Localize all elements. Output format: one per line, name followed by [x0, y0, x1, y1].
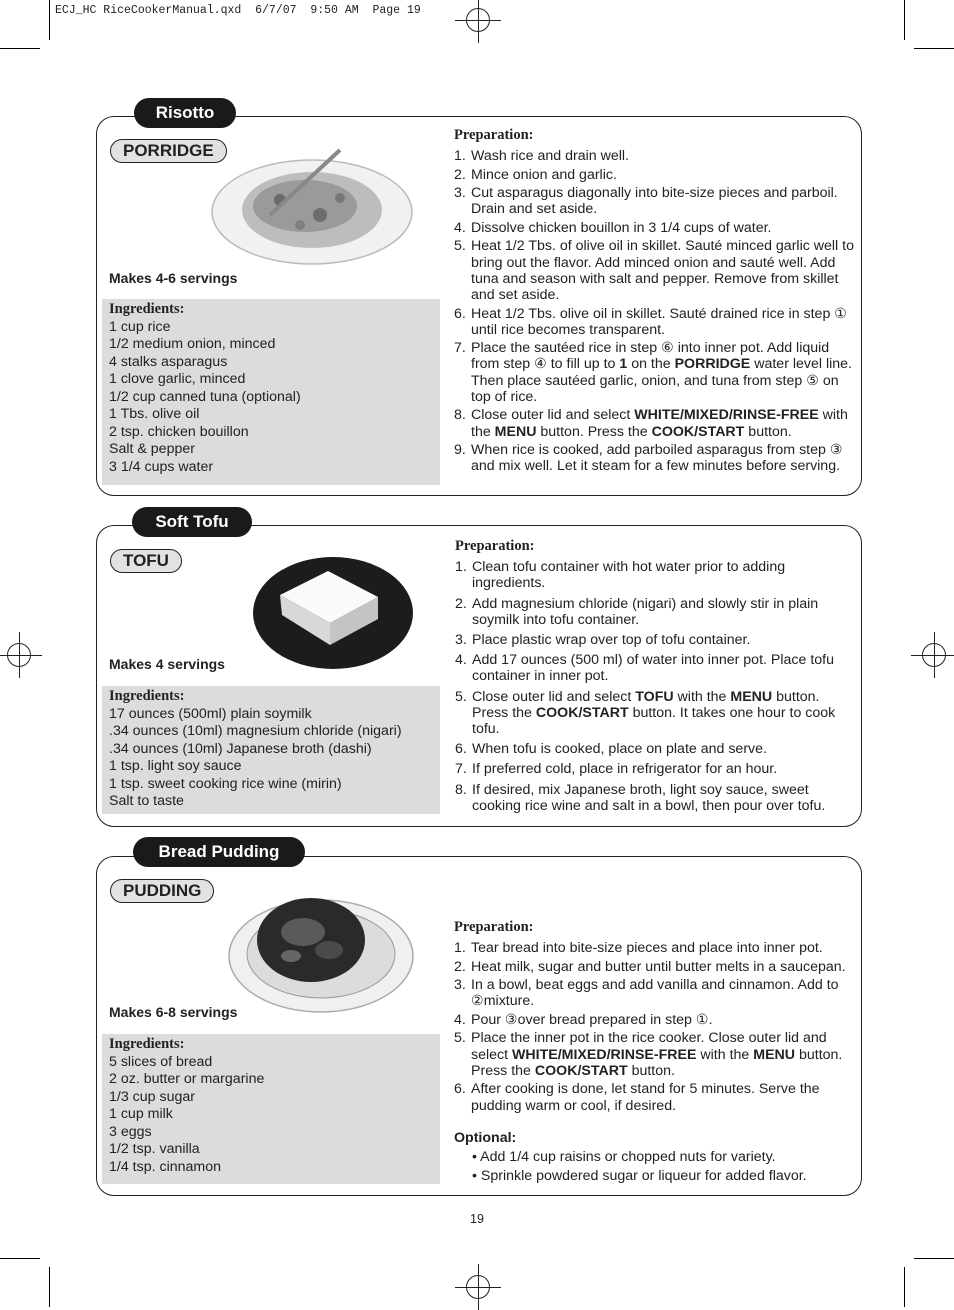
preparation-heading: Preparation: — [455, 538, 535, 554]
page-number: 19 — [470, 1212, 484, 1226]
crop-mark — [0, 1258, 40, 1259]
ingredient-item: 4 stalks asparagus — [109, 353, 228, 370]
step-item: 3. In a bowl, beat eggs and add vanilla and cinnamon. Add to ②mixture. — [454, 977, 839, 1010]
bread-pudding-photo — [225, 890, 417, 1016]
servings-label: Makes 4-6 servings — [109, 270, 238, 286]
menu-setting-badge: PORRIDGE — [110, 139, 227, 163]
crop-mark — [904, 1267, 905, 1307]
step-item: 1. Clean tofu container with hot water prior to adding ingredients. — [455, 559, 786, 592]
ingredients-heading: Ingredients: — [109, 1036, 185, 1052]
ingredient-item: 2 tsp. chicken bouillon — [109, 423, 249, 440]
step-item: 9. When rice is cooked, add parboiled asparagus from step ③ and mix well. Let it steam for a few minutes before serving. — [454, 442, 843, 475]
optional-item: • Sprinkle powdered sugar or liqueur for added flavor. — [472, 1168, 807, 1185]
ingredient-item: 3 1/4 cups water — [109, 458, 214, 475]
ingredient-item: 17 ounces (500ml) plain soymilk — [109, 705, 312, 722]
ingredient-item: Salt & pepper — [109, 441, 195, 457]
ingredient-item: 1 Tbs. olive oil — [109, 406, 200, 422]
preparation-section — [455, 538, 859, 818]
ingredients-box — [102, 299, 440, 485]
step-item: 6. Heat 1/2 Tbs. olive oil in skillet. Sauté drained rice in step ① until rice becomes transparent. — [454, 305, 848, 338]
step-item: 4. Pour ③over bread prepared in step ①. — [454, 1011, 713, 1028]
recipe-title: Soft Tofu — [132, 507, 252, 537]
ingredient-item: 3 eggs — [109, 1123, 152, 1140]
risotto-photo — [210, 140, 415, 270]
ingredient-item: 1 tsp. sweet cooking rice wine (mirin) — [109, 775, 342, 792]
step-item: 6. When tofu is cooked, place on plate and serve. — [455, 741, 767, 758]
crop-mark — [49, 0, 50, 40]
step-item: 8. Close outer lid and select WHITE/MIXED/RINSE-FREE with the MENU button. Press the COOK/START button. — [454, 407, 848, 440]
ingredient-item: 1 cup milk — [109, 1106, 173, 1122]
ingredient-item: 1 clove garlic, minced — [109, 371, 246, 387]
ingredient-item: 1/2 tsp. vanilla — [109, 1141, 200, 1157]
tofu-photo — [250, 553, 416, 671]
menu-setting-badge: PUDDING — [110, 879, 214, 903]
registration-mark-right — [922, 643, 946, 667]
step-item: 4. Add 17 ounces (500 ml) of water into inner pot. Place tofu container in inner pot. — [455, 652, 834, 685]
ingredients-box — [102, 1034, 440, 1184]
ingredient-item: .34 ounces (10ml) Japanese broth (dashi) — [109, 740, 372, 757]
ingredient-item: 1 cup rice — [109, 318, 171, 335]
step-item: 1. Wash rice and drain well. — [454, 148, 629, 165]
ingredient-item: 1 tsp. light soy sauce — [109, 758, 242, 774]
steps-list — [454, 148, 858, 474]
ingredients-box — [102, 686, 440, 814]
optional-item: • Add 1/4 cup raisins or chopped nuts for variety. — [472, 1148, 776, 1165]
step-item: 5. Heat 1/2 Tbs. of olive oil in skillet. Sauté minced garlic well to bring out the flavor. Add minced onion and sauté well. Add tuna and season with salt and pepper. Remove from skillet and set aside. — [454, 238, 854, 304]
ingredients-heading: Ingredients: — [109, 688, 185, 704]
steps-list — [455, 559, 859, 814]
preparation-section — [454, 919, 858, 1184]
step-item: 2. Heat milk, sugar and butter until butter melts in a saucepan. — [454, 958, 846, 975]
step-item: 8. If desired, mix Japanese broth, light soy sauce, sweet cooking rice wine and salt in a bowl, then pour over tofu. — [455, 781, 826, 814]
registration-mark-left — [7, 643, 31, 667]
step-item: 2. Add magnesium chloride (nigari) and slowly stir in plain soymilk into tofu container. — [455, 595, 819, 628]
preparation-heading: Preparation: — [454, 127, 534, 143]
menu-setting-badge: TOFU — [110, 549, 182, 573]
recipe-title: Bread Pudding — [133, 837, 305, 867]
ingredients-heading: Ingredients: — [109, 301, 185, 317]
registration-mark-bottom — [466, 1275, 490, 1299]
ingredient-item: Salt to taste — [109, 793, 184, 809]
ingredient-item: 2 oz. butter or margarine — [109, 1071, 265, 1087]
preparation-heading: Preparation: — [454, 919, 534, 935]
servings-label: Makes 4 servings — [109, 656, 225, 672]
ingredient-item: 1/4 tsp. cinnamon — [109, 1158, 221, 1175]
crop-mark — [49, 1267, 50, 1307]
crop-mark — [914, 1258, 954, 1259]
step-item: 5. Place the inner pot in the rice cooker. Close outer lid and select WHITE/MIXED/RINSE-FREE with the MENU button. Press the COOK/START button. — [454, 1030, 843, 1079]
ingredient-item: 1/2 cup canned tuna (optional) — [109, 388, 301, 405]
registration-mark-top — [466, 8, 490, 32]
preparation-section — [454, 127, 858, 477]
file-slug: ECJ_HC RiceCookerManual.qxd 6/7/07 9:50 AM Page 19 — [55, 4, 421, 17]
optional-heading: Optional: — [454, 1129, 517, 1146]
step-item: 5. Close outer lid and select TOFU with the MENU button. Press the COOK/START button. It takes one hour to cook tofu. — [455, 688, 836, 738]
step-item: 1. Tear bread into bite-size pieces and place into inner pot. — [454, 940, 823, 957]
steps-list — [454, 940, 858, 1114]
step-item: 2. Mince onion and garlic. — [454, 166, 617, 183]
ingredient-item: 1/2 medium onion, minced — [109, 336, 276, 352]
step-item: 3. Cut asparagus diagonally into bite-size pieces and parboil. Drain and set aside. — [454, 185, 838, 218]
recipe-title: Risotto — [134, 98, 236, 128]
step-item: 3. Place plastic wrap over top of tofu container. — [455, 632, 751, 649]
step-item: 4. Dissolve chicken bouillon in 3 1/4 cups of water. — [454, 219, 772, 236]
ingredient-item: 1/3 cup sugar — [109, 1088, 195, 1105]
ingredient-item: 5 slices of bread — [109, 1053, 213, 1070]
crop-mark — [0, 48, 40, 49]
optional-section — [454, 1130, 858, 1185]
step-item: 7. Place the sautéed rice in step ⑥ into inner pot. Add liquid from step ④ to fill up to 1 on the PORRIDGE water level line. Then place sautéed garlic, onion, and tuna from step ⑤ on top of rice. — [454, 340, 853, 405]
crop-mark — [904, 0, 905, 40]
servings-label: Makes 6-8 servings — [109, 1004, 238, 1020]
step-item: 6. After cooking is done, let stand for 5 minutes. Serve the pudding warm or cool, if desired. — [454, 1081, 820, 1114]
ingredient-item: .34 ounces (10ml) magnesium chloride (nigari) — [109, 723, 402, 739]
step-item: 7. If preferred cold, place in refrigerator for an hour. — [455, 761, 778, 778]
crop-mark — [914, 48, 954, 49]
